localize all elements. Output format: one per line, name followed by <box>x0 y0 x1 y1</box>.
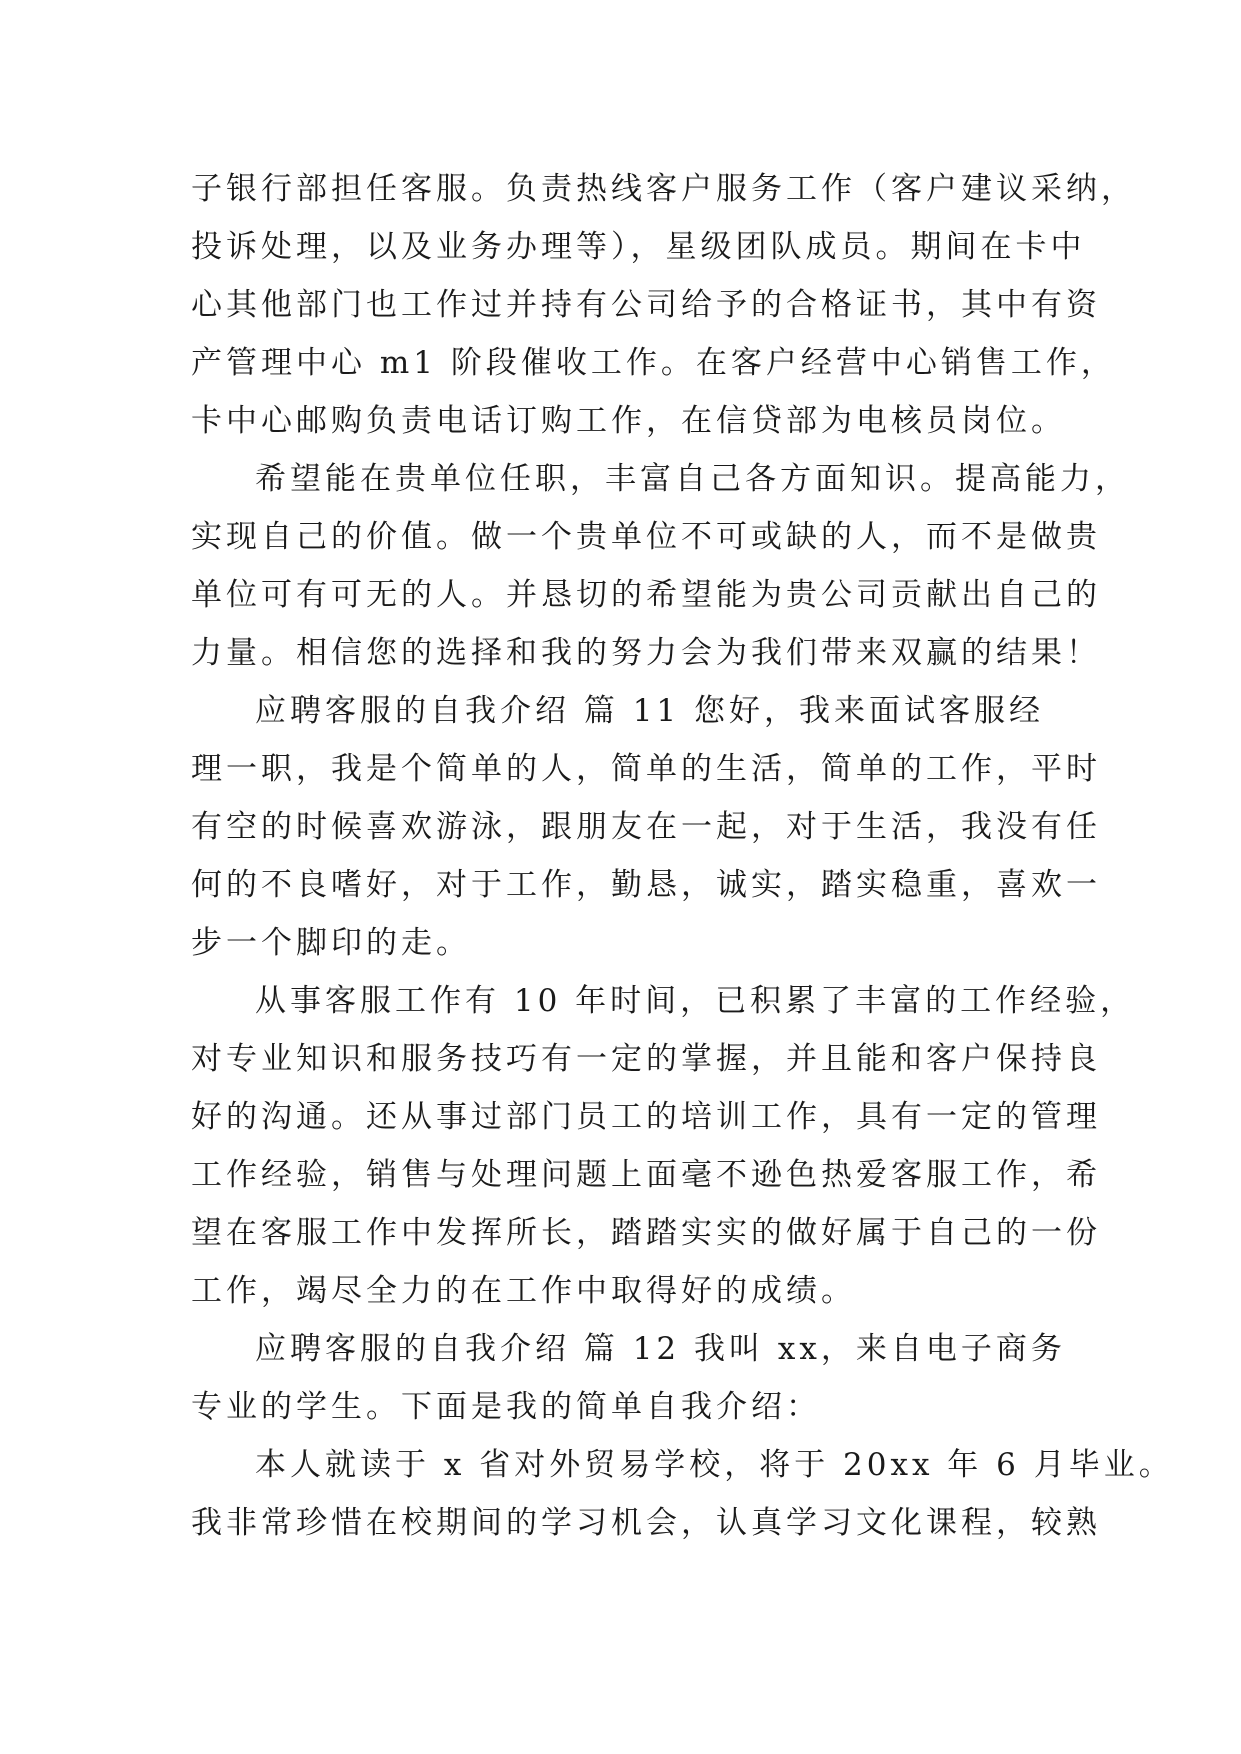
text-line: 专业的学生。下面是我的简单自我介绍： <box>191 1389 821 1425</box>
text-line: 实现自己的价值。做一个贵单位不可或缺的人，而不是做贵 <box>191 519 1101 555</box>
section-heading-line: 应聘客服的自我介绍 篇 12 我叫 xx，来自电子商务 <box>255 1331 1066 1367</box>
section-heading-line: 应聘客服的自我介绍 篇 11 您好，我来面试客服经 <box>255 693 1045 729</box>
text-line: 心其他部门也工作过并持有公司给予的合格证书，其中有资 <box>191 287 1101 323</box>
text-line: 望在客服工作中发挥所长，踏踏实实的做好属于自己的一份 <box>191 1215 1101 1251</box>
text-line: 卡中心邮购负责电话订购工作，在信贷部为电核员岗位。 <box>191 403 1066 439</box>
text-line: 投诉处理，以及业务办理等），星级团队成员。期间在卡中 <box>191 229 1086 265</box>
text-line: 何的不良嗜好，对于工作，勤恳，诚实，踏实稳重，喜欢一 <box>191 867 1101 903</box>
paragraph-start-line: 从事客服工作有 10 年时间，已积累了丰富的工作经验， <box>255 983 1136 1019</box>
text-line: 步一个脚印的走。 <box>191 925 471 961</box>
text-line: 我非常珍惜在校期间的学习机会，认真学习文化课程，较熟 <box>191 1505 1101 1541</box>
text-line: 理一职，我是个简单的人，简单的生活，简单的工作，平时 <box>191 751 1101 787</box>
text-line: 工作经验，销售与处理问题上面毫不逊色热爱客服工作，希 <box>191 1157 1101 1193</box>
text-line: 工作，竭尽全力的在工作中取得好的成绩。 <box>191 1273 856 1309</box>
text-line: 产管理中心 m1 阶段催收工作。在客户经营中心销售工作， <box>191 345 1116 381</box>
text-line: 单位可有可无的人。并恳切的希望能为贵公司贡献出自己的 <box>191 577 1101 613</box>
text-line: 好的沟通。还从事过部门员工的培训工作，具有一定的管理 <box>191 1099 1101 1135</box>
paragraph-start-line: 本人就读于 x 省对外贸易学校，将于 20xx 年 6 月毕业。 <box>255 1447 1174 1483</box>
text-line: 对专业知识和服务技巧有一定的掌握，并且能和客户保持良 <box>191 1041 1101 1077</box>
text-line: 有空的时候喜欢游泳，跟朋友在一起，对于生活，我没有任 <box>191 809 1101 845</box>
document-body <box>191 160 1174 1552</box>
text-line: 子银行部担任客服。负责热线客户服务工作（客户建议采纳， <box>191 171 1136 207</box>
paragraph-start-line: 希望能在贵单位任职，丰富自己各方面知识。提高能力， <box>255 461 1130 497</box>
text-line: 力量。相信您的选择和我的努力会为我们带来双赢的结果！ <box>191 635 1101 671</box>
